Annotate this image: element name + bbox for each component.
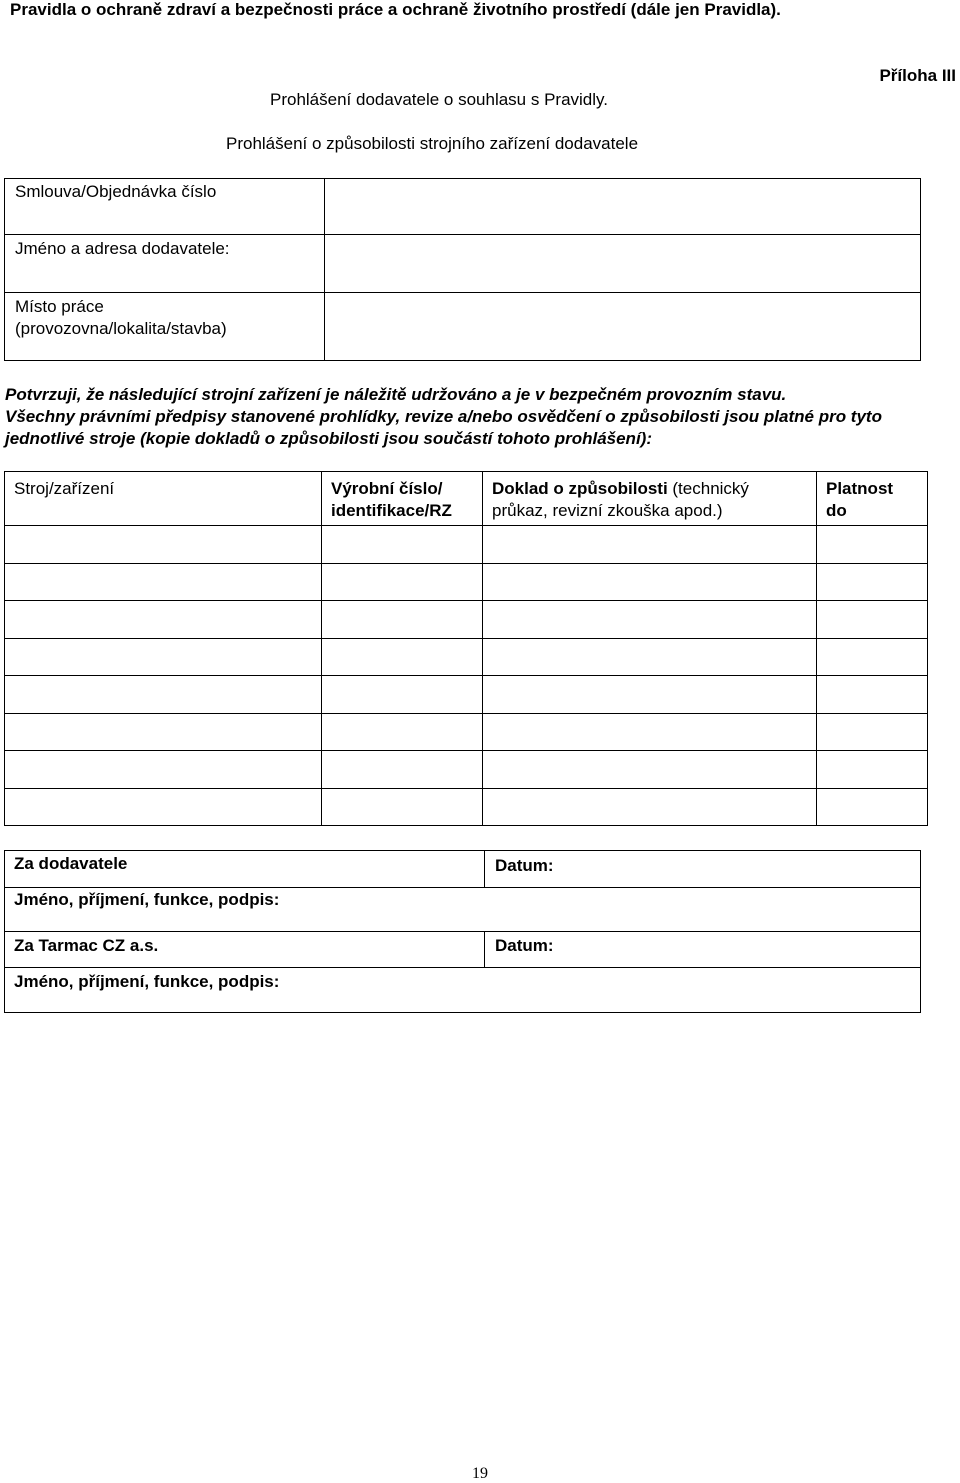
supplier-row: [5, 235, 920, 293]
equipment-header-row: [5, 472, 928, 526]
workplace-field[interactable]: [324, 293, 920, 360]
divider: [484, 851, 485, 887]
machine-cell[interactable]: [5, 563, 322, 601]
table-row: [5, 638, 928, 676]
table-row: [5, 676, 928, 714]
serial-cell[interactable]: [322, 713, 483, 751]
supplier-name-label: Jméno, příjmení, funkce, podpis:: [14, 890, 280, 909]
document-cell[interactable]: [483, 788, 817, 826]
serial-cell[interactable]: [322, 526, 483, 564]
equipment-body: [5, 526, 928, 826]
annex-label: Příloha III: [879, 66, 956, 85]
statement-line1: Potvrzuji, že následující strojní zařízení je náležitě udržováno a je v bezpečném provozním stavu.: [5, 385, 787, 404]
document-cell[interactable]: [483, 676, 817, 714]
supplier-info-table: [4, 178, 921, 361]
statement-line2: Všechny právními předpisy stanovené prohlídky, revize a/nebo osvědčení o způsobilosti jsou platné pro tyto jednotlivé stroje (kopie dokladů o způsobilosti jsou součástí tohoto prohlášení):: [5, 407, 882, 448]
document-cell[interactable]: [483, 713, 817, 751]
contract-field[interactable]: [324, 179, 920, 234]
workplace-label: [15, 296, 315, 340]
workplace-label-line1: Místo práce: [15, 297, 104, 316]
workplace-row: [5, 293, 920, 360]
divider: [484, 931, 485, 967]
tarmac-signature-heading: Za Tarmac CZ a.s.: [14, 936, 159, 955]
document-cell[interactable]: [483, 526, 817, 564]
tarmac-name-label: Jméno, příjmení, funkce, podpis:: [14, 972, 280, 991]
supplier-signature-heading: Za dodavatele: [14, 854, 128, 873]
validity-cell[interactable]: [817, 713, 928, 751]
divider: [484, 887, 920, 888]
col-machine-header: [5, 472, 322, 526]
supplier-label: Jméno a adresa dodavatele:: [15, 239, 230, 258]
col-document-label-bold: Doklad o způsobilosti: [492, 479, 668, 498]
validity-cell[interactable]: [817, 601, 928, 639]
document-cell[interactable]: [483, 601, 817, 639]
validity-cell[interactable]: [817, 563, 928, 601]
col-document-label-rest: (technický průkaz, revizní zkouška apod.): [492, 479, 749, 520]
tarmac-date-label: Datum:: [495, 936, 554, 955]
divider: [484, 967, 920, 968]
declaration-equipment-heading: Prohlášení o způsobilosti strojního zařízení dodavatele: [226, 134, 639, 153]
col-validity-header: [817, 472, 928, 526]
serial-cell[interactable]: [322, 638, 483, 676]
col-document-header: [483, 472, 817, 526]
confirmation-statement: [5, 384, 953, 450]
table-row: [5, 526, 928, 564]
table-row: [5, 751, 928, 789]
col-validity-label-2: do: [826, 501, 847, 520]
document-title: Pravidla o ochraně zdraví a bezpečnosti práce a ochraně životního prostředí (dále jen Pravidla).: [10, 0, 781, 19]
col-validity-label-1: Platnost: [826, 479, 894, 498]
table-row: [5, 601, 928, 639]
machine-cell[interactable]: [5, 676, 322, 714]
col-serial-label-1: Výrobní číslo/: [331, 479, 443, 498]
supplier-date-label: Datum:: [495, 856, 554, 875]
validity-cell[interactable]: [817, 526, 928, 564]
machine-cell[interactable]: [5, 526, 322, 564]
validity-cell[interactable]: [817, 751, 928, 789]
document-cell[interactable]: [483, 638, 817, 676]
serial-cell[interactable]: [322, 601, 483, 639]
signature-table: [4, 850, 921, 1013]
machine-cell[interactable]: [5, 788, 322, 826]
workplace-label-line2: (provozovna/lokalita/stavba): [15, 319, 227, 338]
table-row: [5, 713, 928, 751]
validity-cell[interactable]: [817, 676, 928, 714]
col-serial-header: [322, 472, 483, 526]
machine-cell[interactable]: [5, 751, 322, 789]
document-cell[interactable]: [483, 563, 817, 601]
machine-cell[interactable]: [5, 713, 322, 751]
serial-cell[interactable]: [322, 676, 483, 714]
divider: [5, 887, 484, 888]
equipment-table: [4, 471, 928, 826]
declaration-consent-heading: Prohlášení dodavatele o souhlasu s Pravidly.: [270, 90, 608, 109]
col-machine-label: Stroj/zařízení: [14, 479, 115, 498]
col-serial-label-2: identifikace/RZ: [331, 501, 452, 520]
document-cell[interactable]: [483, 751, 817, 789]
machine-cell[interactable]: [5, 638, 322, 676]
validity-cell[interactable]: [817, 638, 928, 676]
table-row: [5, 788, 928, 826]
validity-cell[interactable]: [817, 788, 928, 826]
serial-cell[interactable]: [322, 563, 483, 601]
contract-row: [5, 179, 920, 235]
divider: [5, 931, 920, 932]
page-number: 19: [472, 1465, 488, 1482]
contract-label: Smlouva/Objednávka číslo: [15, 182, 217, 201]
machine-cell[interactable]: [5, 601, 322, 639]
table-row: [5, 563, 928, 601]
supplier-field[interactable]: [324, 235, 920, 292]
divider: [5, 967, 484, 968]
serial-cell[interactable]: [322, 751, 483, 789]
serial-cell[interactable]: [322, 788, 483, 826]
